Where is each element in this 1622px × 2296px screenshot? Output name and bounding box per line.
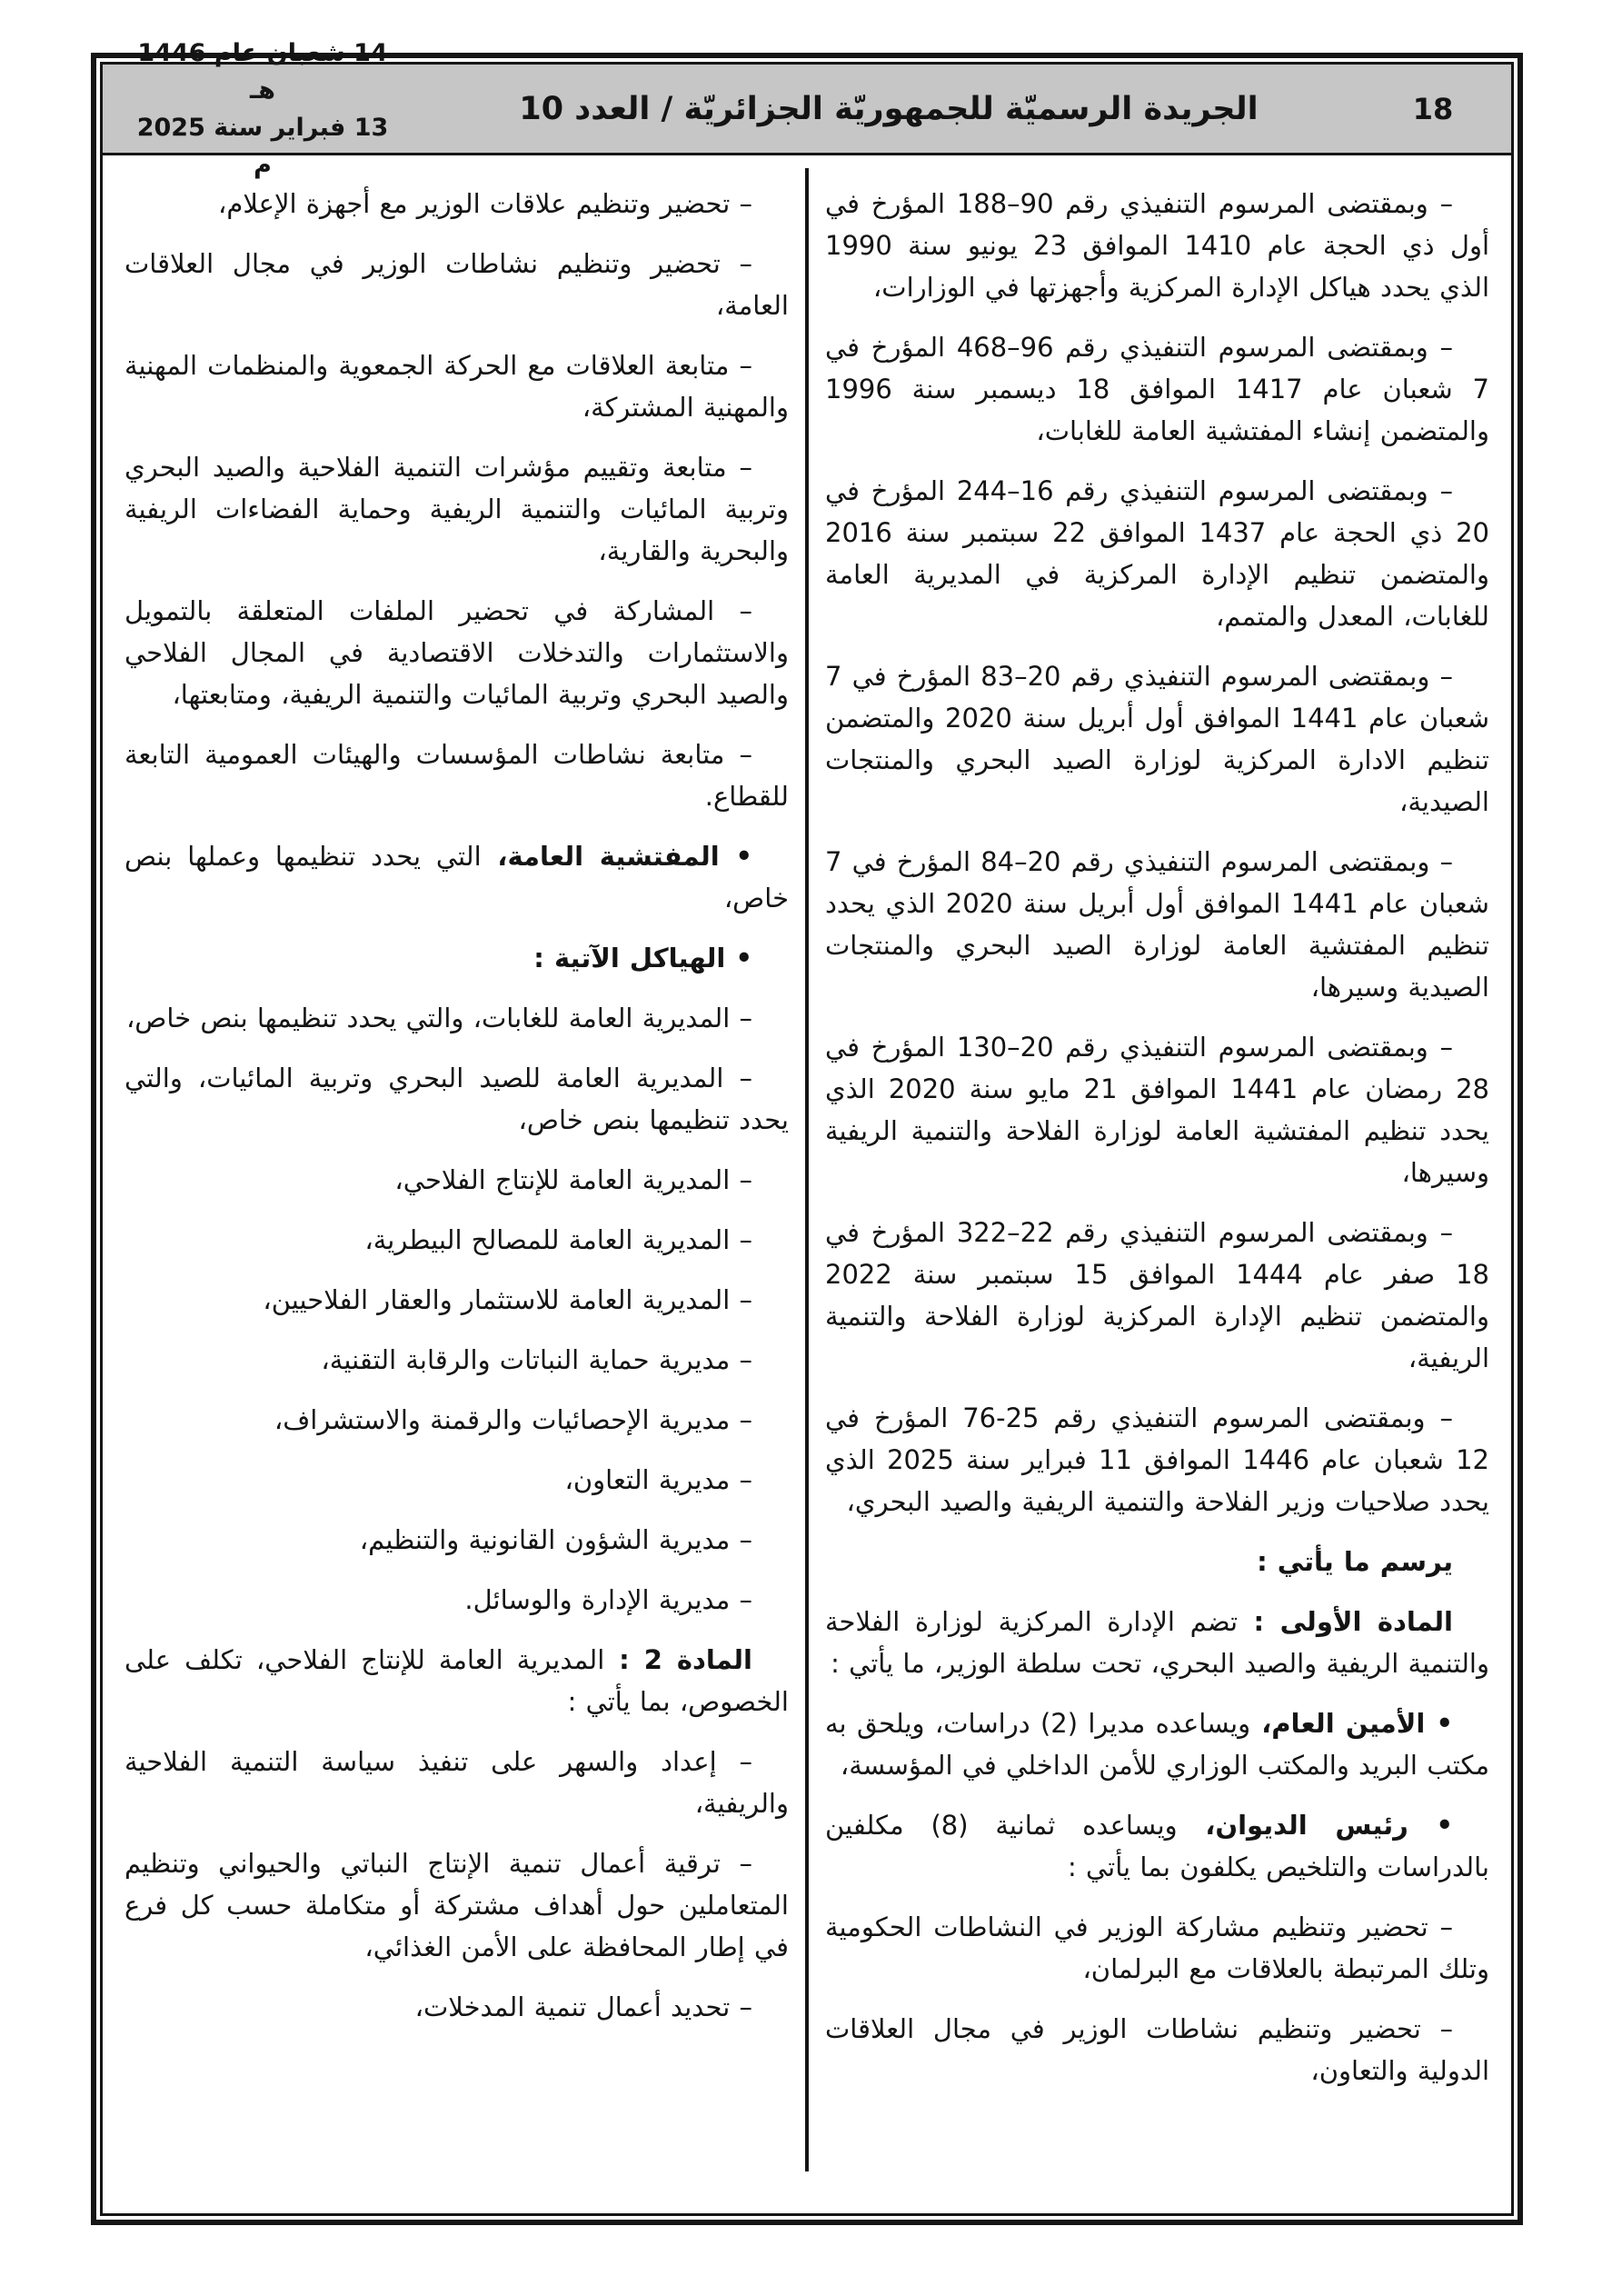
paragraph-text: – مديرية الشؤون القانونية والتنظيم، <box>359 1524 752 1555</box>
paragraph <box>825 1601 1489 1684</box>
paragraph <box>825 1906 1489 1990</box>
paragraph-text: – وبمقتضى المرسوم التنفيذي رقم 90–188 المؤرخ في أول ذي الحجة عام 1410 الموافق 23 يونيو سنة 1990 الذي يحدد هياكل الإدارة المركزية وأجهزتها في الوزارات، <box>825 188 1490 303</box>
paragraph-text: – مديرية الإحصائيات والرقمنة والاستشراف، <box>274 1404 752 1435</box>
paragraph <box>124 1399 789 1441</box>
paragraph <box>124 1579 789 1621</box>
paragraph <box>825 326 1489 452</box>
column-divider <box>805 168 809 2171</box>
paragraph <box>124 1519 789 1561</box>
paragraph-text: – المديرية العامة للإنتاج الفلاحي، <box>394 1164 752 1195</box>
paragraph-text: – مديرية التعاون، <box>564 1464 752 1495</box>
paragraph-text: تضم الإدارة المركزية لوزارة الفلاحة والتنمية الريفية والصيد البحري، تحت سلطة الوزير، ما يأتي : <box>825 1606 1489 1679</box>
bold-lead: المادة 2 : <box>604 1644 752 1675</box>
bold-lead: المادة الأولى : <box>1238 1606 1453 1637</box>
paragraph <box>825 655 1489 823</box>
bold-lead: • الهياكل الآتية : <box>533 943 752 973</box>
paragraph-text: – تحضير وتنظيم نشاطات الوزير في مجال العلاقات الدولية والتعاون، <box>825 2013 1489 2086</box>
bold-lead: • الأمين العام، <box>1250 1708 1454 1739</box>
paragraph <box>124 997 789 1039</box>
paragraph-text: – تحضير وتنظيم مشاركة الوزير في النشاطات الحكومية وتلك المرتبطة بالعلاقات مع البرلمان، <box>825 1912 1489 1984</box>
paragraph-text: – وبمقتضى المرسوم التنفيذي رقم 16–244 المؤرخ في 20 ذي الحجة عام 1437 الموافق 22 سبتمبر سنة 2016 والمتضمن تنظيم الإدارة المركزية في المديرية العامة للغابات، المعدل والمتمم، <box>825 475 1490 632</box>
paragraph-text: – وبمقتضى المرسوم التنفيذي رقم 20–130 المؤرخ في 28 رمضان عام 1441 الموافق 21 مايو سنة 2020 الذي يحدد تنظيم المفتشية العامة لوزارة الفلاحة والتنمية الريفية وسيرها، <box>825 1032 1489 1188</box>
paragraph-text: – إعداد والسهر على تنفيذ سياسة التنمية الفلاحية والريفية، <box>124 1746 789 1819</box>
page-frame-inner <box>100 38 1514 2216</box>
paragraph <box>124 243 789 326</box>
column-left <box>110 165 803 2213</box>
paragraph-text: – وبمقتضى المرسوم التنفيذي رقم 25-76 المؤرخ في 12 شعبان عام 1446 الموافق 11 فبراير سنة 2025 الذي يحدد صلاحيات وزير الفلاحة والتنمية الريفية والصيد البحري، <box>825 1403 1489 1517</box>
paragraph <box>825 1026 1489 1193</box>
bold-lead: • المفتشية العامة، <box>481 841 752 872</box>
paragraph <box>124 1279 789 1321</box>
paragraph-text: – متابعة وتقييم مؤشرات التنمية الفلاحية والصيد البحري وتربية المائيات والتنمية الريفية وحماية الفضاءات الريفية والبحرية والقارية، <box>124 452 789 566</box>
paragraph <box>825 1804 1489 1888</box>
paragraph <box>124 183 789 225</box>
paragraph-text: المديرية العامة للإنتاج الفلاحي، تكلف على الخصوص، بما يأتي : <box>124 1644 789 1717</box>
page-content <box>103 155 1511 2213</box>
paragraph <box>124 1986 789 2028</box>
paragraph <box>825 183 1489 308</box>
paragraph <box>124 835 789 919</box>
paragraph <box>825 1541 1489 1582</box>
paragraph <box>124 1741 789 1824</box>
paragraph-text: – تحضير وتنظيم علاقات الوزير مع أجهزة الإعلام، <box>218 188 752 219</box>
paragraph-text: – تحضير وتنظيم نشاطات الوزير في مجال العلاقات العامة، <box>124 248 789 321</box>
paragraph <box>825 841 1489 1008</box>
paragraph <box>124 344 789 428</box>
paragraph-text: – المديرية العامة للاستثمار والعقار الفلاحيين، <box>263 1284 752 1315</box>
paragraph-text: – وبمقتضى المرسوم التنفيذي رقم 22–322 المؤرخ في 18 صفر عام 1444 الموافق 15 سبتمبر سنة 2022 والمتضمن تنظيم الإدارة المركزية لوزارة الفلاحة والتنمية الريفية، <box>825 1217 1489 1373</box>
paragraph <box>825 1212 1489 1379</box>
date-hijri: 14 شعبان عام 1446 هـ <box>137 38 388 105</box>
paragraph-text: – المديرية العامة للمصالح البيطرية، <box>364 1224 752 1255</box>
paragraph <box>825 1702 1489 1786</box>
paragraph-text: – متابعة العلاقات مع الحركة الجمعوية والمنظمات المهنية والمهنية المشتركة، <box>124 350 789 423</box>
paragraph <box>124 937 789 979</box>
paragraph <box>825 1397 1489 1522</box>
paragraph <box>124 1159 789 1201</box>
page-frame <box>91 38 1523 2225</box>
paragraph <box>825 2008 1489 2091</box>
paragraph <box>124 446 789 572</box>
gazette-title: الجريدة الرسميّة للجمهوريّة الجزائريّة / العدد 10 <box>519 90 1259 127</box>
paragraph <box>124 1057 789 1141</box>
paragraph <box>124 1639 789 1722</box>
paragraph-text: التي يحدد تنظيمها وعملها بنص خاص، <box>124 841 789 913</box>
paragraph-text: – ترقية أعمال تنمية الإنتاج النباتي والحيواني وتنظيم المتعاملين حول أهداف مشتركة أو متكاملة حسب كل فرع في إطار المحافظة على الأمن الغذائي، <box>124 1848 789 1962</box>
paragraph-text: ويساعده ثمانية (8) مكلفين بالدراسات والتلخيص يكلفون بما يأتي : <box>825 1810 1489 1882</box>
paragraph-text: – متابعة نشاطات المؤسسات والهيئات العمومية التابعة للقطاع. <box>124 739 789 812</box>
paragraph <box>124 590 789 715</box>
paragraph <box>825 470 1489 637</box>
bold-lead: يرسم ما يأتي : <box>1257 1546 1453 1577</box>
paragraph-text: ويساعده مديرا (2) دراسات، ويلحق به مكتب البريد والمكتب الوزاري للأمن الداخلي في المؤسسة، <box>825 1708 1489 1781</box>
paragraph-text: – المديرية العامة للصيد البحري وتربية المائيات، والتي يحدد تنظيمها بنص خاص، <box>124 1063 789 1135</box>
paragraph <box>124 1219 789 1261</box>
paragraph-text: – المشاركة في تحضير الملفات المتعلقة بالتمويل والاستثمارات والتدخلات الاقتصادية في المجال الفلاحي والصيد البحري وتربية المائيات والتنمية الريفية، ومتابعتها، <box>124 595 789 710</box>
paragraph-text: – تحديد أعمال تنمية المدخلات، <box>414 1992 752 2022</box>
paragraph-text: – مديرية الإدارة والوسائل. <box>464 1584 752 1615</box>
page-number: 18 <box>1412 91 1454 126</box>
paragraph-text: – وبمقتضى المرسوم التنفيذي رقم 20–83 المؤرخ في 7 شعبان عام 1441 الموافق أول أبريل سنة 2020 والمتضمن تنظيم الادارة المركزية لوزارة الصيد البحري والمنتجات الصيدية، <box>825 661 1489 817</box>
paragraph <box>124 1842 789 1968</box>
paragraph-text: – وبمقتضى المرسوم التنفيذي رقم 96–468 المؤرخ في 7 شعبان عام 1417 الموافق 18 ديسمبر سنة 1996 والمتضمن إنشاء المفتشية العامة للغابات، <box>825 332 1489 446</box>
column-right <box>811 165 1504 2213</box>
paragraph <box>124 1459 789 1501</box>
header-band <box>103 38 1511 179</box>
bold-lead: • رئيس الديوان، <box>1177 1810 1453 1841</box>
paragraph <box>124 734 789 817</box>
paragraph-text: – مديرية حماية النباتات والرقابة التقنية، <box>321 1344 752 1375</box>
paragraph-text: – وبمقتضى المرسوم التنفيذي رقم 20–84 المؤرخ في 7 شعبان عام 1441 الموافق أول أبريل سنة 2020 الذي يحدد تنظيم المفتشية العامة لوزارة الصيد البحري والمنتجات الصيدية وسيرها، <box>825 846 1489 1003</box>
date-gregorian: 13 فبراير سنة 2025 م <box>136 113 389 179</box>
paragraph <box>124 1339 789 1381</box>
paragraph-text: – المديرية العامة للغابات، والتي يحدد تنظيمها بنص خاص، <box>125 1003 752 1033</box>
